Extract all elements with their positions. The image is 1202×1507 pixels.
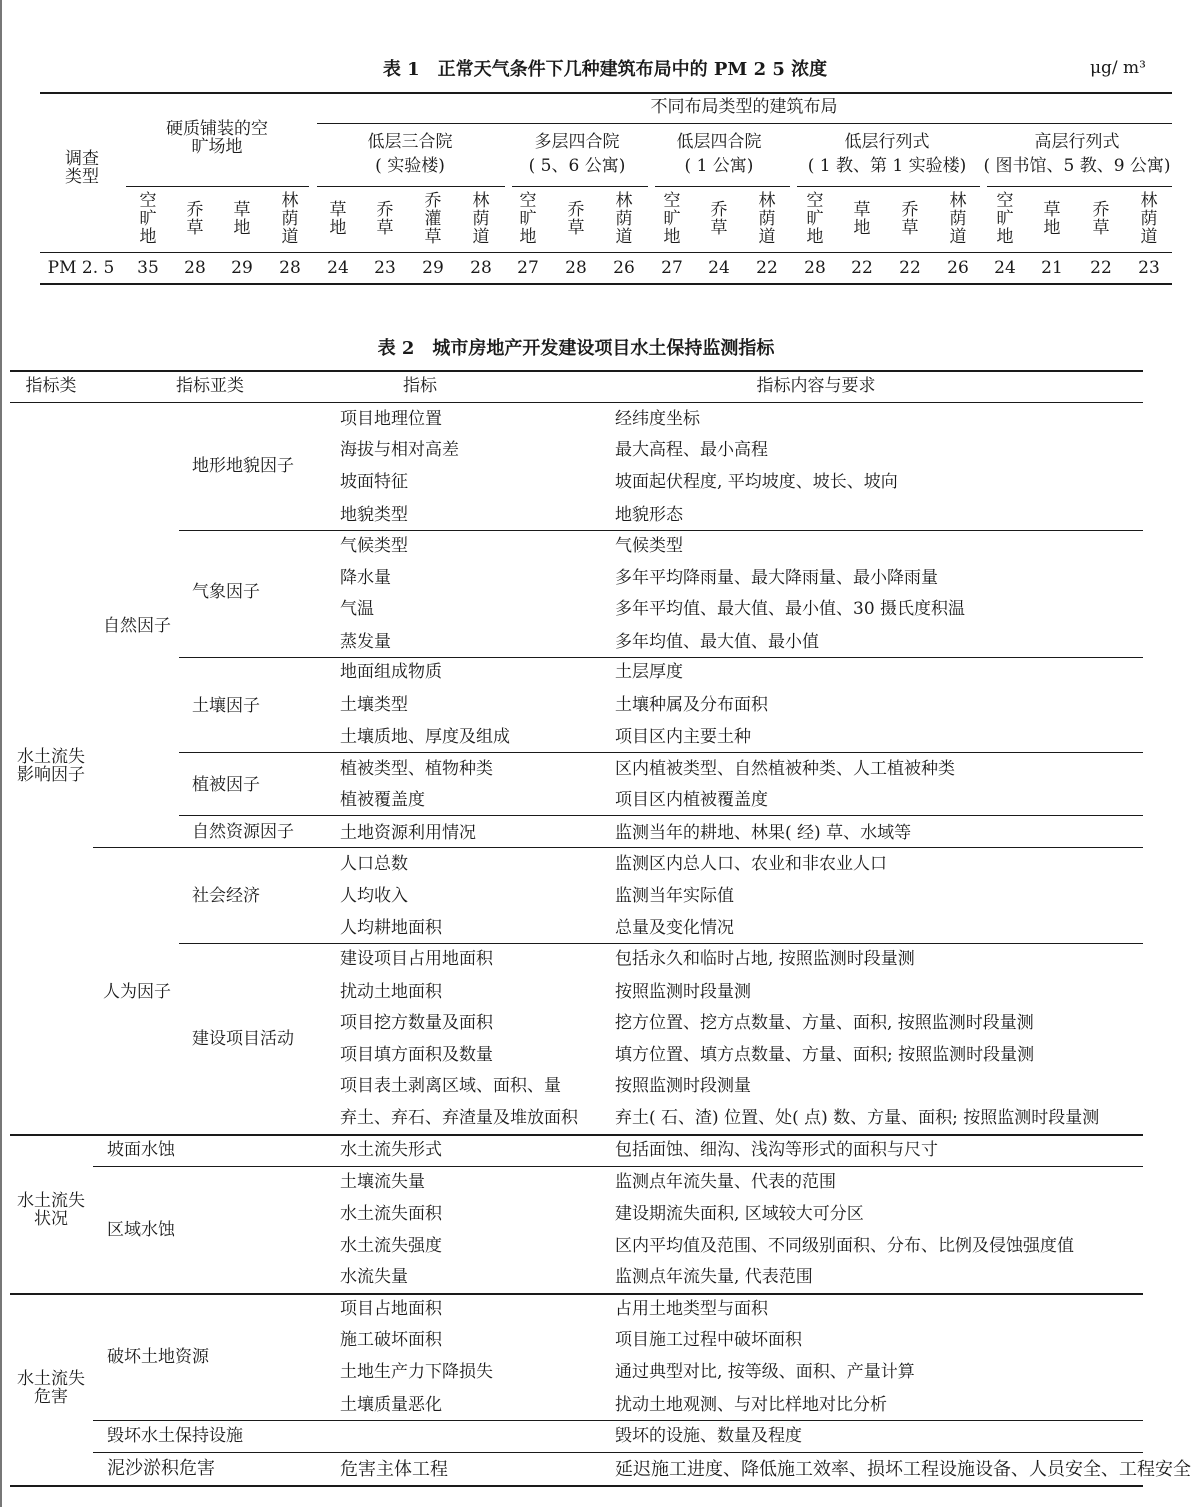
table-1-value-cell: 27	[517, 258, 539, 278]
table-2-title: 表 2 城市房地产开发建设项目水土保持监测指标	[377, 338, 775, 359]
table-1-subcol-header: 林荫道	[472, 191, 490, 247]
table-1-subcol-header: 乔草	[567, 200, 585, 238]
indicator-content-cell: 建设期流失面积, 区域较大可分区	[615, 1204, 864, 1224]
category-impact-factors: 水土流失影响因子	[17, 747, 85, 785]
indicator-cell: 人均耕地面积	[340, 918, 442, 938]
table-1-hard-paved-header: 硬质铺装的空旷场地	[166, 119, 268, 157]
indicator-content-cell: 扰动土地观测、与对比样地对比分析	[615, 1395, 887, 1415]
table-1-subcol-header: 林荫道	[1140, 191, 1158, 247]
subcategory-socio-economic: 社会经济	[192, 886, 260, 906]
indicator-content-cell: 监测当年实际值	[615, 886, 734, 906]
indicator-content-cell: 弃土( 石、渣) 位置、处( 点) 数、方量、面积; 按照监测时段量测	[615, 1108, 1100, 1128]
table-1-subcol-header: 空旷地	[663, 191, 681, 247]
table-1-group-rule	[512, 186, 648, 187]
indicator-content-cell: 包括面蚀、细沟、浅沟等形式的面积与尺寸	[615, 1140, 938, 1160]
table-1-value-cell: 24	[708, 258, 730, 278]
table-1-group-sub: ( 5、6 公寓)	[528, 156, 626, 176]
indicator-content-cell: 坡面起伏程度, 平均坡度、坡长、坡向	[615, 472, 898, 492]
table-1-group-name: 高层行列式	[1034, 132, 1120, 152]
indicator-cell: 地貌类型	[340, 505, 408, 525]
table-1-value-cell: 24	[994, 258, 1016, 278]
subcategory-facility-damage: 毁坏水土保持设施	[107, 1426, 243, 1446]
table-1-value-cell: 21	[1041, 258, 1063, 278]
table-1-value-cell: 26	[947, 258, 969, 278]
page-left-edge	[0, 0, 2, 1507]
indicator-content-cell: 监测点年流失量、代表的范围	[615, 1172, 836, 1192]
table-1-value-cell: 28	[565, 258, 587, 278]
indicator-content-cell: 多年平均降雨量、最大降雨量、最小降雨量	[615, 568, 938, 588]
table-1-subcol-header: 空旷地	[139, 191, 157, 247]
indicator-cell: 水流失量	[340, 1267, 408, 1287]
indicator-content-cell: 土壤种属及分布面积	[615, 695, 768, 715]
indicator-cell: 水土流失形式	[340, 1140, 442, 1160]
indicator-cell: 项目挖方数量及面积	[340, 1013, 493, 1033]
indicator-content-cell: 多年平均值、最大值、最小值、30 摄氏度积温	[615, 599, 966, 619]
table-1-subcol-header: 林荫道	[615, 191, 633, 247]
subcategory-soil: 土壤因子	[192, 696, 260, 716]
indicator-cell: 建设项目占用地面积	[340, 949, 493, 969]
table-1-group-sub: ( 图书馆、5 教、9 公寓)	[983, 156, 1171, 176]
table-1-subcol-header: 空旷地	[996, 191, 1014, 247]
rule-after-vegetation	[179, 815, 1143, 816]
rule-after-facility	[93, 1452, 1143, 1453]
rule-after-impact	[10, 1134, 1143, 1136]
indicator-content-cell: 区内平均值及范围、不同级别面积、分布、比例及侵蚀强度值	[615, 1236, 1074, 1256]
table-1-subcol-header: 空旷地	[806, 191, 824, 247]
subcategory-land-damage: 破坏土地资源	[107, 1347, 209, 1367]
indicator-content-cell: 区内植被类型、自然植被种类、人工植被种类	[615, 759, 955, 779]
table-1-subcol-header: 乔灌草	[424, 191, 442, 247]
subcategory-sediment-hazard: 泥沙淤积危害	[107, 1458, 215, 1479]
subcategory-vegetation: 植被因子	[192, 775, 260, 795]
table-1-value-cell: 22	[851, 258, 873, 278]
indicator-cell: 项目填方面积及数量	[340, 1045, 493, 1065]
rule-after-soil	[179, 752, 1143, 753]
indicator-cell: 海拔与相对高差	[340, 440, 459, 460]
indicator-cell: 水土流失面积	[340, 1204, 442, 1224]
table-2-header-content: 指标内容与要求	[756, 376, 876, 396]
table-1-header-rule	[40, 252, 1172, 253]
table-2-header-subcategory: 指标亚类	[176, 376, 244, 396]
table-1-row-label: PM 2. 5	[47, 258, 115, 278]
indicator-content-cell: 监测点年流失量, 代表范围	[615, 1267, 813, 1287]
table-1-value-cell: 22	[1090, 258, 1112, 278]
indicator-cell: 土壤质地、厚度及组成	[340, 727, 510, 747]
indicator-content-cell: 多年均值、最大值、最小值	[615, 632, 819, 652]
table-1-group-name: 多层四合院	[534, 132, 620, 152]
indicator-cell: 降水量	[340, 568, 391, 588]
indicator-content-cell: 填方位置、填方点数量、方量、面积; 按照监测时段量测	[615, 1045, 1035, 1065]
rule-after-status	[10, 1293, 1143, 1295]
indicator-content-cell: 项目施工过程中破坏面积	[615, 1330, 802, 1350]
table-1-group-sub: ( 实验楼)	[375, 156, 445, 176]
table-1-subcol-header: 草地	[853, 200, 871, 238]
indicator-cell: 气温	[340, 599, 374, 619]
table-1-subcol-header: 乔草	[376, 200, 394, 238]
indicator-cell: 气候类型	[340, 536, 408, 556]
rule-after-land	[93, 1420, 1143, 1421]
indicator-cell: 施工破坏面积	[340, 1330, 442, 1350]
table-1-group-sub: ( 1 教、第 1 实验楼)	[807, 156, 967, 176]
indicator-cell: 土地资源利用情况	[340, 823, 476, 843]
table-1-hard-paved-rule	[126, 186, 309, 187]
table-2-top-rule	[10, 370, 1143, 372]
indicator-content-cell: 挖方位置、挖方点数量、方量、面积, 按照监测时段量测	[615, 1013, 1034, 1033]
table-1-value-cell: 29	[422, 258, 444, 278]
table-1-group-rule	[797, 186, 980, 187]
indicator-cell: 土壤质量恶化	[340, 1395, 442, 1415]
table-1-value-cell: 23	[374, 258, 396, 278]
rule-after-meteorology	[179, 657, 1143, 658]
table-1-value-cell: 29	[231, 258, 253, 278]
table-1-subcol-header: 草地	[233, 200, 251, 238]
indicator-cell: 土地生产力下降损失	[340, 1362, 493, 1382]
indicator-cell: 弃土、弃石、弃渣量及堆放面积	[340, 1108, 578, 1128]
table-1-subcol-header: 林荫道	[949, 191, 967, 247]
subcategory-regional-erosion: 区域水蚀	[107, 1220, 175, 1240]
indicator-cell: 扰动土地面积	[340, 982, 442, 1002]
subcategory-construction: 建设项目活动	[192, 1029, 294, 1049]
table-2-header-category: 指标类	[25, 376, 77, 396]
rule-after-natural	[93, 847, 1143, 848]
table-1-group-name: 低层行列式	[844, 132, 930, 152]
table-1-subcol-header: 林荫道	[281, 191, 299, 247]
table-1-title: 表 1 正常天气条件下几种建筑布局中的 PM 2 5 浓度	[382, 59, 828, 80]
subcategory-terrain: 地形地貌因子	[192, 456, 294, 476]
indicator-cell: 人均收入	[340, 886, 408, 906]
indicator-content-cell: 延迟施工进度、降低施工效率、损坏工程设施设备、人员安全、工程安全	[615, 1459, 1191, 1480]
table-1-value-cell: 22	[756, 258, 778, 278]
indicator-cell: 危害主体工程	[340, 1459, 448, 1480]
indicator-content-cell: 项目区内主要土种	[615, 727, 751, 747]
indicator-content-cell: 项目区内植被覆盖度	[615, 790, 768, 810]
table-1-subcol-header: 乔草	[901, 200, 919, 238]
table-1-bottom-rule	[40, 283, 1172, 285]
table-2-header-rule	[10, 402, 1143, 403]
rule-after-slope	[93, 1166, 1143, 1167]
table-1-value-cell: 28	[279, 258, 301, 278]
rule-after-socio	[179, 943, 1143, 944]
indicator-content-cell: 经纬度坐标	[615, 409, 700, 429]
table-1-unit: μg/ m³	[1090, 58, 1146, 78]
table-1-value-cell: 28	[470, 258, 492, 278]
indicator-content-cell: 毁坏的设施、数量及程度	[615, 1426, 802, 1446]
table-1-subcol-header: 乔草	[710, 200, 728, 238]
table-1-value-cell: 28	[184, 258, 206, 278]
table-1-type-header: 调查类型	[65, 149, 99, 187]
indicator-cell: 项目占地面积	[340, 1299, 442, 1319]
indicator-cell: 坡面特征	[340, 472, 408, 492]
subcategory-meteorology: 气象因子	[192, 582, 260, 602]
table-1-value-cell: 28	[804, 258, 826, 278]
indicator-content-cell: 气候类型	[615, 536, 683, 556]
indicator-content-cell: 土层厚度	[615, 662, 683, 682]
table-1-subcol-header: 乔草	[1092, 200, 1110, 238]
group-human-factors: 人为因子	[103, 982, 171, 1002]
indicator-cell: 项目表土剥离区域、面积、量	[340, 1076, 561, 1096]
indicator-cell: 地面组成物质	[340, 662, 442, 682]
table-1-subcol-header: 林荫道	[758, 191, 776, 247]
table-1-group-sub: ( 1 公寓)	[684, 156, 754, 176]
group-natural-factors: 自然因子	[103, 616, 171, 636]
table-1-group-name: 低层三合院	[367, 132, 453, 152]
indicator-content-cell: 地貌形态	[615, 505, 683, 525]
table-1-group-rule	[987, 186, 1172, 187]
indicator-cell: 人口总数	[340, 854, 408, 874]
table-1-value-cell: 23	[1138, 258, 1160, 278]
table-1-group-rule	[655, 186, 790, 187]
table-1-group-rule	[317, 186, 505, 187]
category-erosion-hazards: 水土流失危害	[17, 1369, 85, 1407]
indicator-cell: 土壤类型	[340, 695, 408, 715]
table-1-subcol-header: 草地	[329, 200, 347, 238]
subcategory-natural-resources: 自然资源因子	[192, 822, 294, 842]
indicator-content-cell: 包括永久和临时占地, 按照监测时段量测	[615, 949, 915, 969]
table-1-value-cell: 35	[137, 258, 159, 278]
indicator-cell: 蒸发量	[340, 632, 391, 652]
category-erosion-status: 水土流失状况	[17, 1191, 85, 1229]
table-1-subcol-header: 空旷地	[519, 191, 537, 247]
table-1-value-cell: 22	[899, 258, 921, 278]
table-1-layout-rule	[317, 123, 1172, 124]
indicator-cell: 水土流失强度	[340, 1236, 442, 1256]
indicator-cell: 植被覆盖度	[340, 790, 425, 810]
indicator-content-cell: 按照监测时段量测	[615, 982, 751, 1002]
indicator-cell: 土壤流失量	[340, 1172, 425, 1192]
table-1-subcol-header: 草地	[1043, 200, 1061, 238]
rule-after-terrain	[179, 530, 1143, 531]
indicator-cell: 项目地理位置	[340, 409, 442, 429]
indicator-content-cell: 按照监测时段测量	[615, 1076, 751, 1096]
table-1-layouts-header: 不同布局类型的建筑布局	[650, 97, 838, 117]
indicator-content-cell: 占用土地类型与面积	[615, 1299, 768, 1319]
indicator-content-cell: 监测区内总人口、农业和非农业人口	[615, 854, 887, 874]
indicator-content-cell: 监测当年的耕地、林果( 经) 草、水域等	[615, 823, 912, 843]
indicator-cell: 植被类型、植物种类	[340, 759, 493, 779]
table-1-value-cell: 24	[327, 258, 349, 278]
table-1-top-rule	[40, 92, 1172, 94]
table-2-header-indicator: 指标	[403, 376, 437, 396]
table-1-value-cell: 26	[613, 258, 635, 278]
indicator-content-cell: 最大高程、最小高程	[615, 440, 768, 460]
table-2-bottom-rule	[10, 1485, 1143, 1487]
indicator-content-cell: 总量及变化情况	[615, 918, 734, 938]
subcategory-slope-erosion: 坡面水蚀	[107, 1140, 175, 1160]
table-1-group-name: 低层四合院	[676, 132, 762, 152]
table-1-subcol-header: 乔草	[186, 200, 204, 238]
table-1-value-cell: 27	[661, 258, 683, 278]
indicator-content-cell: 通过典型对比, 按等级、面积、产量计算	[615, 1362, 915, 1382]
